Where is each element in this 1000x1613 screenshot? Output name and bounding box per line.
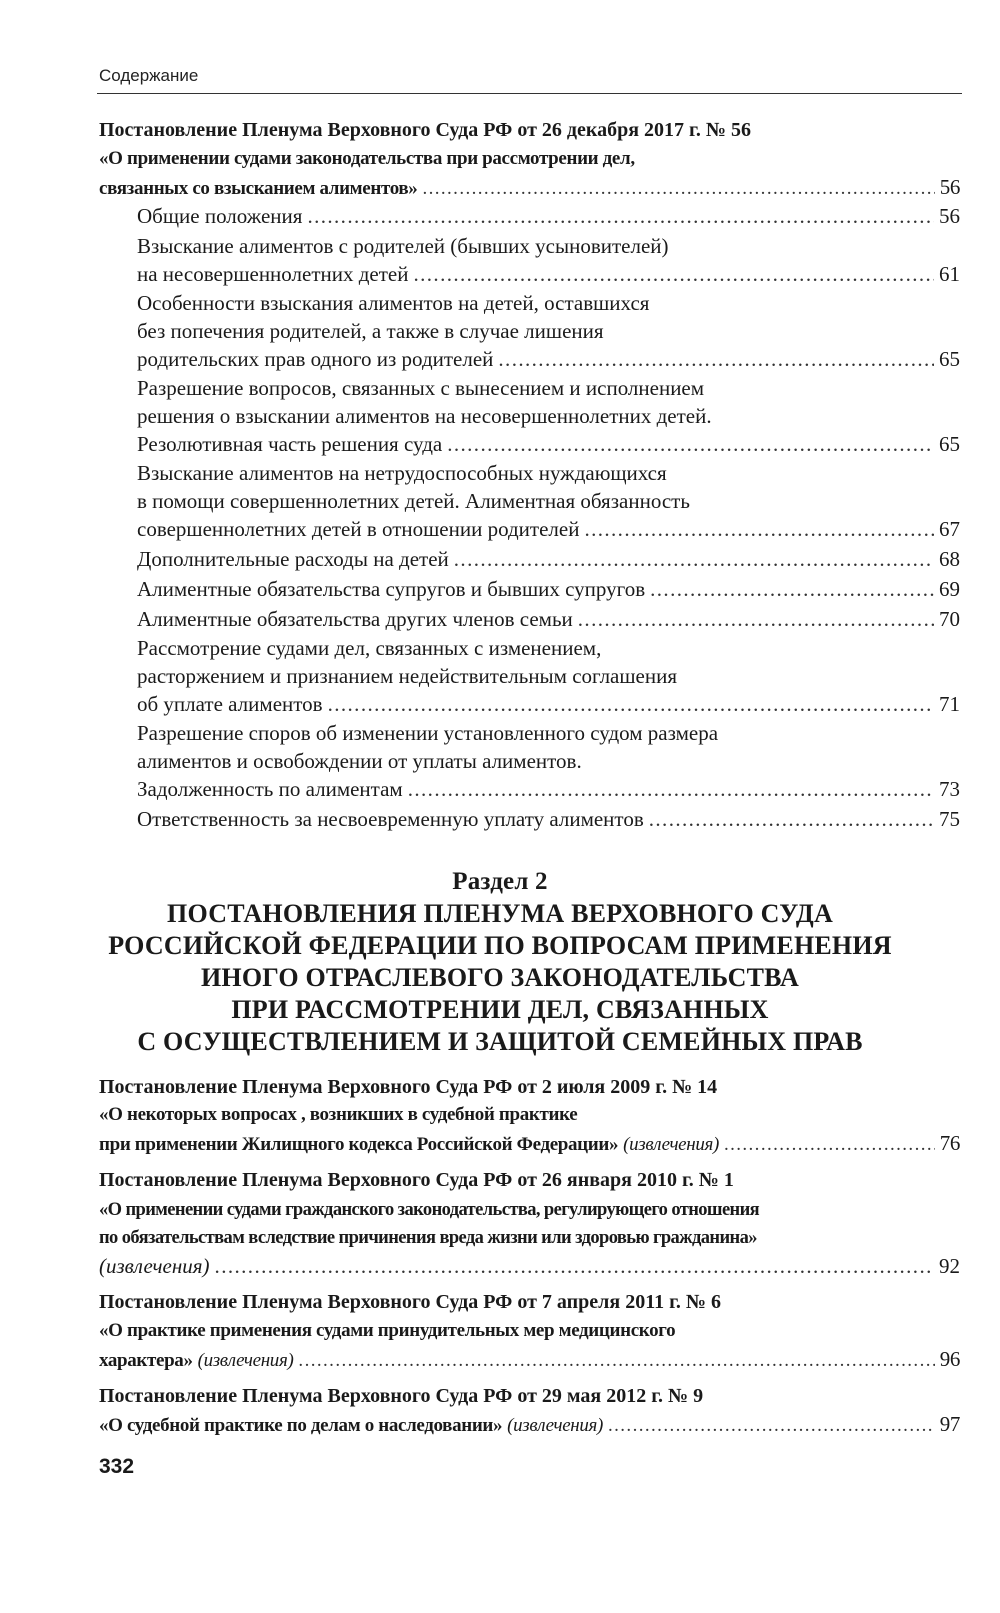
toc-subitem: Дополнительные расходы на детей ..... 68 — [137, 545, 960, 573]
toc-subitem: Разрешение споров об изменении установленного судом размера — [137, 721, 719, 745]
extract-note: (извлечения) — [507, 1415, 603, 1436]
dot-leader — [298, 1347, 934, 1375]
dot-leader — [328, 690, 934, 718]
page-number: 332 — [99, 1455, 135, 1478]
toc-entry-subtitle: «О судебной практике по делам о наследовании» (извлечения) ..... 97 — [99, 1410, 960, 1438]
section-title-line: ПОСТАНОВЛЕНИЯ ПЛЕНУМА ВЕРХОВНОГО СУДА — [167, 899, 833, 928]
page-ref: 92 — [939, 1254, 960, 1278]
page-ref: 76 — [939, 1131, 960, 1155]
running-head: Содержание — [99, 66, 199, 85]
toc-subitem: Резолютивная часть решения суда ..... 65 — [137, 430, 960, 458]
toc-subitem: Алиментные обязательства супругов и бывших супругов ..... 69 — [137, 575, 960, 603]
dot-leader — [307, 202, 934, 230]
toc-subitem: на несовершеннолетних детей ..... 61 — [137, 260, 960, 288]
section-title-line: ПРИ РАССМОТРЕНИИ ДЕЛ, СВЯЗАННЫХ — [231, 995, 769, 1024]
dot-leader — [649, 805, 934, 833]
header-rule — [97, 93, 962, 94]
page-ref: 71 — [939, 692, 960, 716]
section-title-line: С ОСУЩЕСТВЛЕНИЕМ И ЗАЩИТОЙ СЕМЕЙНЫХ ПРАВ — [137, 1027, 863, 1056]
toc-subitem: в помощи совершеннолетних детей. Алиментная обязанность — [137, 489, 690, 513]
toc-entry-subtitle — [99, 1252, 960, 1280]
toc-entry-subtitle: по обязательствам вследствие причинения вреда жизни или здоровью гражданина» — [99, 1228, 757, 1248]
toc-entry-subtitle: «О применении судами законодательства при рассмотрении дел, — [99, 148, 635, 169]
page-ref: 70 — [939, 607, 960, 631]
toc-subitem: Рассмотрение судами дел, связанных с изменением, — [137, 636, 602, 660]
toc-subitem: Разрешение вопросов, связанных с вынесением и исполнением — [137, 376, 705, 400]
toc-subitem: Взыскание алиментов с родителей (бывших усыновителей) — [137, 234, 669, 258]
page-ref: 68 — [939, 547, 960, 571]
page-ref: 96 — [939, 1347, 960, 1371]
section-title-line: РОССИЙСКОЙ ФЕДЕРАЦИИ ПО ВОПРОСАМ ПРИМЕНЕНИЯ — [108, 931, 892, 960]
toc-subitem: Алиментные обязательства других членов семьи ..... 70 — [137, 605, 960, 633]
toc-entry-subtitle: характера» (извлечения) ..... 96 — [99, 1345, 960, 1373]
toc-entry-title: Постановление Пленума Верховного Суда РФ от 2 июля 2009 г. № 14 — [99, 1076, 718, 1098]
dot-leader — [215, 1252, 934, 1280]
toc-subitem: решения о взыскании алиментов на несовершеннолетних детей. — [137, 404, 712, 428]
dot-leader — [498, 345, 934, 373]
toc-entry-title: Постановление Пленума Верховного Суда РФ от 26 декабря 2017 г. № 56 — [99, 119, 751, 141]
toc-entry-subtitle: «О практике применения судами принудительных мер медицинского — [99, 1320, 676, 1341]
dot-leader — [447, 430, 934, 458]
dot-leader — [608, 1412, 935, 1440]
toc-subitem: Общие положения ..... 56 — [137, 202, 960, 230]
page-ref: 67 — [939, 517, 960, 541]
toc-entry-title: Постановление Пленума Верховного Суда РФ от 29 мая 2012 г. № 9 — [99, 1385, 704, 1407]
extract-note: (извлечения) — [623, 1134, 719, 1155]
toc-entry-title: Постановление Пленума Верховного Суда РФ от 26 января 2010 г. № 1 — [99, 1169, 734, 1191]
dot-leader — [422, 175, 934, 203]
dot-leader — [724, 1131, 935, 1159]
toc-entry-subtitle: «О некоторых вопросах , возникших в судебной практике — [99, 1104, 578, 1125]
page-ref: 56 — [939, 175, 960, 199]
page-ref: 73 — [939, 777, 960, 801]
toc-subitem: родительских прав одного из родителей ..... 65 — [137, 345, 960, 373]
page-ref: 97 — [939, 1412, 960, 1436]
toc-subitem: Взыскание алиментов на нетрудоспособных нуждающихся — [137, 461, 667, 485]
toc-subitem: Ответственность за несвоевременную уплату алиментов ..... 75 — [137, 805, 960, 833]
page-ref: 69 — [939, 577, 960, 601]
toc-subitem: без попечения родителей, а также в случае лишения — [137, 319, 604, 343]
toc-subitem: Задолженность по алиментам ..... 73 — [137, 775, 960, 803]
dot-leader — [584, 515, 934, 543]
extract-note: (извлечения) — [197, 1350, 294, 1371]
toc-subitem: совершеннолетних детей в отношении родителей ..... 67 — [137, 515, 960, 543]
page-ref: 65 — [939, 432, 960, 456]
toc-subitem: алиментов и освобождении от уплаты алиментов. — [137, 749, 582, 773]
page-ref: 61 — [939, 262, 960, 286]
toc-entry-subtitle: при применении Жилищного кодекса Российской Федерации» (извлечения) ..... 76 — [99, 1129, 960, 1157]
section-label: Раздел 2 — [452, 868, 548, 895]
toc-subitem: об уплате алиментов ..... 71 — [137, 690, 960, 718]
toc-entry-subtitle: «О применении судами гражданского законодательства, регулирующего отношения — [99, 1200, 760, 1220]
page-ref: 65 — [939, 347, 960, 371]
toc-subitem: расторжением и признанием недействительным соглашения — [137, 664, 678, 688]
dot-leader — [413, 260, 934, 288]
dot-leader — [650, 575, 934, 603]
page-ref: 75 — [939, 807, 960, 831]
toc-entry-subtitle: связанных со взысканием алиментов» ..... 56 — [99, 173, 960, 201]
toc-entry-title: Постановление Пленума Верховного Суда РФ от 7 апреля 2011 г. № 6 — [99, 1291, 722, 1313]
dot-leader — [454, 545, 934, 573]
extract-note: (извлечения) — [99, 1254, 210, 1278]
section-title-line: ИНОГО ОТРАСЛЕВОГО ЗАКОНОДАТЕЛЬСТВА — [200, 963, 800, 992]
toc-subitem: Особенности взыскания алиментов на детей, оставшихся — [137, 291, 650, 315]
dot-leader — [578, 605, 934, 633]
dot-leader — [408, 775, 934, 803]
page-ref: 56 — [939, 204, 960, 228]
